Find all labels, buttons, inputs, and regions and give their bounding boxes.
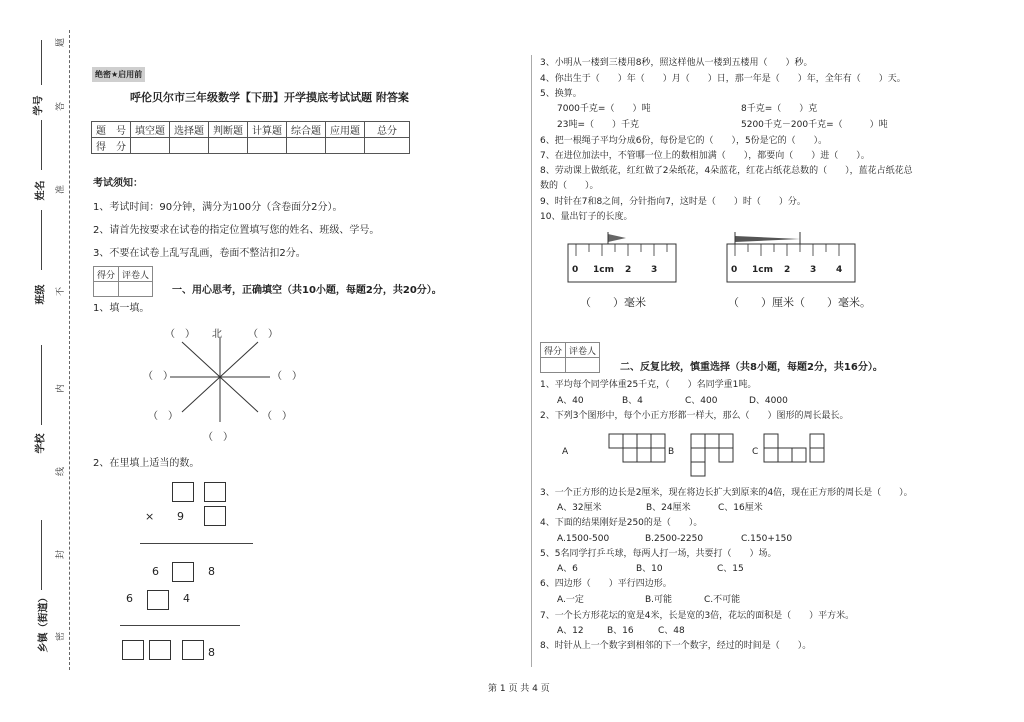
score-header-cell: 综合题 [287,122,326,138]
score-blank-cell[interactable] [326,138,365,154]
ruler-1 [566,228,682,286]
compass-nw-blank[interactable]: （ ） [165,329,195,340]
option[interactable]: C、48 [658,626,685,636]
seal-char-2: 答 [56,101,67,112]
section1-heading: 一、用心思考，正确填空（共10小题，每题2分，共20分）。 [172,285,442,296]
question-line: 3、一个正方形的边长是2厘米，现在将边长扩大到原来的4倍，现在正方形的周长是（ ）。 [540,488,913,498]
grader-score-cell[interactable] [541,358,566,373]
option[interactable]: B.可能 [645,595,673,605]
ruler-answer-2[interactable]: （ ）厘米（ ）毫米。 [728,296,871,309]
option[interactable]: C.150+150 [741,534,793,544]
option[interactable]: D、4000 [749,396,788,406]
digit-six: 6 [126,592,133,605]
option[interactable]: A.一定 [557,595,584,605]
score-blank-cell[interactable] [170,138,209,154]
q1-label: 1、填一填。 [93,303,150,314]
conversion-item: 23吨=（ ）千克 [557,120,639,130]
digit-box[interactable] [122,640,144,660]
option[interactable]: C、16厘米 [718,503,763,513]
question-line: 5、换算。 [540,89,582,99]
score-header-cell: 填空题 [131,122,170,138]
digit-box[interactable] [147,590,169,610]
digit-eight: 8 [208,565,215,578]
compass-e-blank[interactable]: （ ） [272,371,302,382]
seal-char-7: 封 [56,549,67,560]
score-row-label: 得 分 [92,138,131,154]
option[interactable]: A、32厘米 [557,503,602,513]
score-header-cell: 总分 [365,122,410,138]
conversion-item: 8千克=（ ）克 [741,104,818,114]
grader-score-label: 得分 [94,267,119,282]
digit-box[interactable] [172,482,194,502]
conversion-item: 5200千克－200千克=（ ）吨 [741,120,888,130]
column-divider [531,55,532,667]
compass-sw-blank[interactable]: （ ） [148,411,178,422]
shape-a [608,433,668,465]
ruler-answer-1[interactable]: （ ）毫米 [580,296,646,309]
question-line: 5、5名同学打乒乓球，每两人打一场，共要打（ ）场。 [540,549,777,559]
side-blank-class [41,210,42,270]
ruler-tick-label: 2 [784,265,791,275]
side-label-class: 班级 [35,284,47,305]
digit-six: 6 [152,565,159,578]
question-line: 1、平均每个同学体重25千克，（ ）名同学重1吨。 [540,380,757,390]
page-footer: 第 1 页 共 4 页 [488,684,550,694]
compass-s-blank[interactable]: （ ） [203,432,233,443]
page-title: 呼伦贝尔市三年级数学【下册】开学摸底考试试题 附答案 [130,91,409,104]
digit-eight: 8 [208,646,215,659]
ruler-2 [725,228,861,286]
question-line: 7、在进位加法中，不管哪一位上的数相加满（ ），都要向（ ）进（ ）。 [540,151,870,161]
shape-c [763,433,827,465]
seal-char-5: 内 [56,383,67,394]
shape-label: B [668,447,675,457]
q2-label: 2、在里填上适当的数。 [93,458,200,469]
seal-char-4: 不 [56,286,67,297]
option[interactable]: B、4 [622,396,643,406]
side-label-township: 乡镇（街道） [38,592,50,653]
side-label-school: 学校 [35,433,47,454]
side-blank-school [41,345,42,425]
grader-score-label: 得分 [541,343,566,358]
seal-char-8: 密 [56,631,67,642]
notes-item: 2、请首先按要求在试卷的指定位置填写您的姓名、班级、学号。 [93,225,380,236]
question-line: 3、小明从一楼到三楼用8秒，照这样他从一楼到五楼用（ ）秒。 [540,58,813,68]
score-header-cell: 计算题 [248,122,287,138]
option[interactable]: A、40 [557,396,584,406]
notes-item: 3、不要在试卷上乱写乱画，卷面不整洁扣2分。 [93,248,306,259]
question-line: 4、你出生于（ ）年（ ）月（ ）日，那一年是（ ）年，全年有（ ）天。 [540,74,906,84]
digit-box[interactable] [172,562,194,582]
ruler-tick-label: 0 [731,265,738,275]
score-table [91,121,410,154]
question-line: 6、把一根绳子平均分成6份，每份是它的（ ），5份是它的（ ）。 [540,136,828,146]
option[interactable]: A、6 [557,564,578,574]
option[interactable]: C.不可能 [704,595,741,605]
times-sign: × [145,510,155,523]
ruler-tick-label: 3 [651,265,658,275]
side-blank-name [41,120,42,170]
binding-line [69,30,70,670]
score-header-cell: 选择题 [170,122,209,138]
question-line: 6、四边形（ ）平行四边形。 [540,579,672,589]
digit-box[interactable] [204,506,226,526]
question-line: 8、劳动课上做纸花，红红做了2朵纸花，4朵蓝花，红花占纸花总数的（ ），蓝花占纸花总 [540,166,913,176]
option[interactable]: C、15 [717,564,744,574]
question-line: 4、下面的结果刚好是250的是（ ）。 [540,518,703,528]
compass-w-blank[interactable]: （ ） [143,371,173,382]
side-blank-student-id [41,40,42,85]
ruler-tick-label: 2 [625,265,632,275]
confidential-stamp: 绝密★启用前 [92,67,145,82]
score-blank-cell[interactable] [365,138,410,154]
grader-reviewer-cell[interactable] [566,358,600,373]
question-line: 2、下列3个图形中，每个小正方形都一样大，那么（ ）图形的周长最长。 [540,411,849,421]
digit-box[interactable] [149,640,171,660]
option[interactable]: B.2500-2250 [645,534,704,544]
score-blank-cell[interactable] [287,138,326,154]
score-blank-cell[interactable] [131,138,170,154]
option[interactable]: C、400 [685,396,718,406]
score-header-cell: 题 号 [92,122,131,138]
compass-ne-blank[interactable]: （ ） [248,329,278,340]
grader-box [93,266,153,297]
grader-box [540,342,600,373]
ruler-tick-label: 4 [836,265,843,275]
digit-four: 4 [183,592,190,605]
shape-label: A [562,447,569,457]
score-blank-cell[interactable] [209,138,248,154]
option[interactable]: B、16 [607,626,634,636]
notes-heading: 考试须知： [93,178,143,189]
seal-char-3: 准 [56,184,67,195]
grader-score-cell[interactable] [94,282,119,297]
ruler-tick-label: 1cm [593,265,614,275]
seal-char-6: 线 [56,466,67,477]
side-blank-township [41,520,42,590]
compass-se-blank[interactable]: （ ） [262,411,292,422]
grader-reviewer-label: 评卷人 [566,343,600,358]
sum-line [120,625,240,626]
conversion-item: 7000千克=（ ）吨 [557,104,651,114]
ruler-tick-label: 3 [810,265,817,275]
option[interactable]: B、24厘米 [646,503,691,513]
grader-reviewer-label: 评卷人 [119,267,153,282]
score-blank-cell[interactable] [248,138,287,154]
side-label-name: 姓名 [35,180,47,201]
digit-nine: 9 [177,510,184,523]
seal-char-1: 题 [56,37,67,48]
shape-label: C [752,447,759,457]
ruler-tick-label: 1cm [752,265,773,275]
section2-heading: 二、反复比较，慎重选择（共8小题，每题2分，共16分）。 [620,362,883,373]
compass-north-label: 北 [212,329,222,340]
digit-box[interactable] [204,482,226,502]
product-line [140,543,253,544]
question-line: 8、时针从上一个数字到相邻的下一个数字，经过的时间是（ ）。 [540,641,812,651]
question-line: 9、时针在7和8之间，分针指向7，这时是（ ）时（ ）分。 [540,197,806,207]
question-line: 数的（ ）。 [540,181,599,191]
question-line: 7、一个长方形花坛的宽是4米，长是宽的3倍，花坛的面积是（ ）平方米。 [540,611,855,621]
option[interactable]: B、10 [636,564,663,574]
option[interactable]: A.1500-500 [557,534,610,544]
score-header-cell: 判断题 [209,122,248,138]
question-line: 10、量出钉子的长度。 [540,212,633,222]
option[interactable]: A、12 [557,626,584,636]
notes-item: 1、考试时间：90分钟，满分为100分（含卷面分2分）。 [93,202,343,213]
ruler-tick-label: 0 [572,265,579,275]
digit-box[interactable] [182,640,204,660]
grader-reviewer-cell[interactable] [119,282,153,297]
side-label-student-id: 学号 [33,95,45,116]
score-header-cell: 应用题 [326,122,365,138]
shape-b [690,433,738,479]
